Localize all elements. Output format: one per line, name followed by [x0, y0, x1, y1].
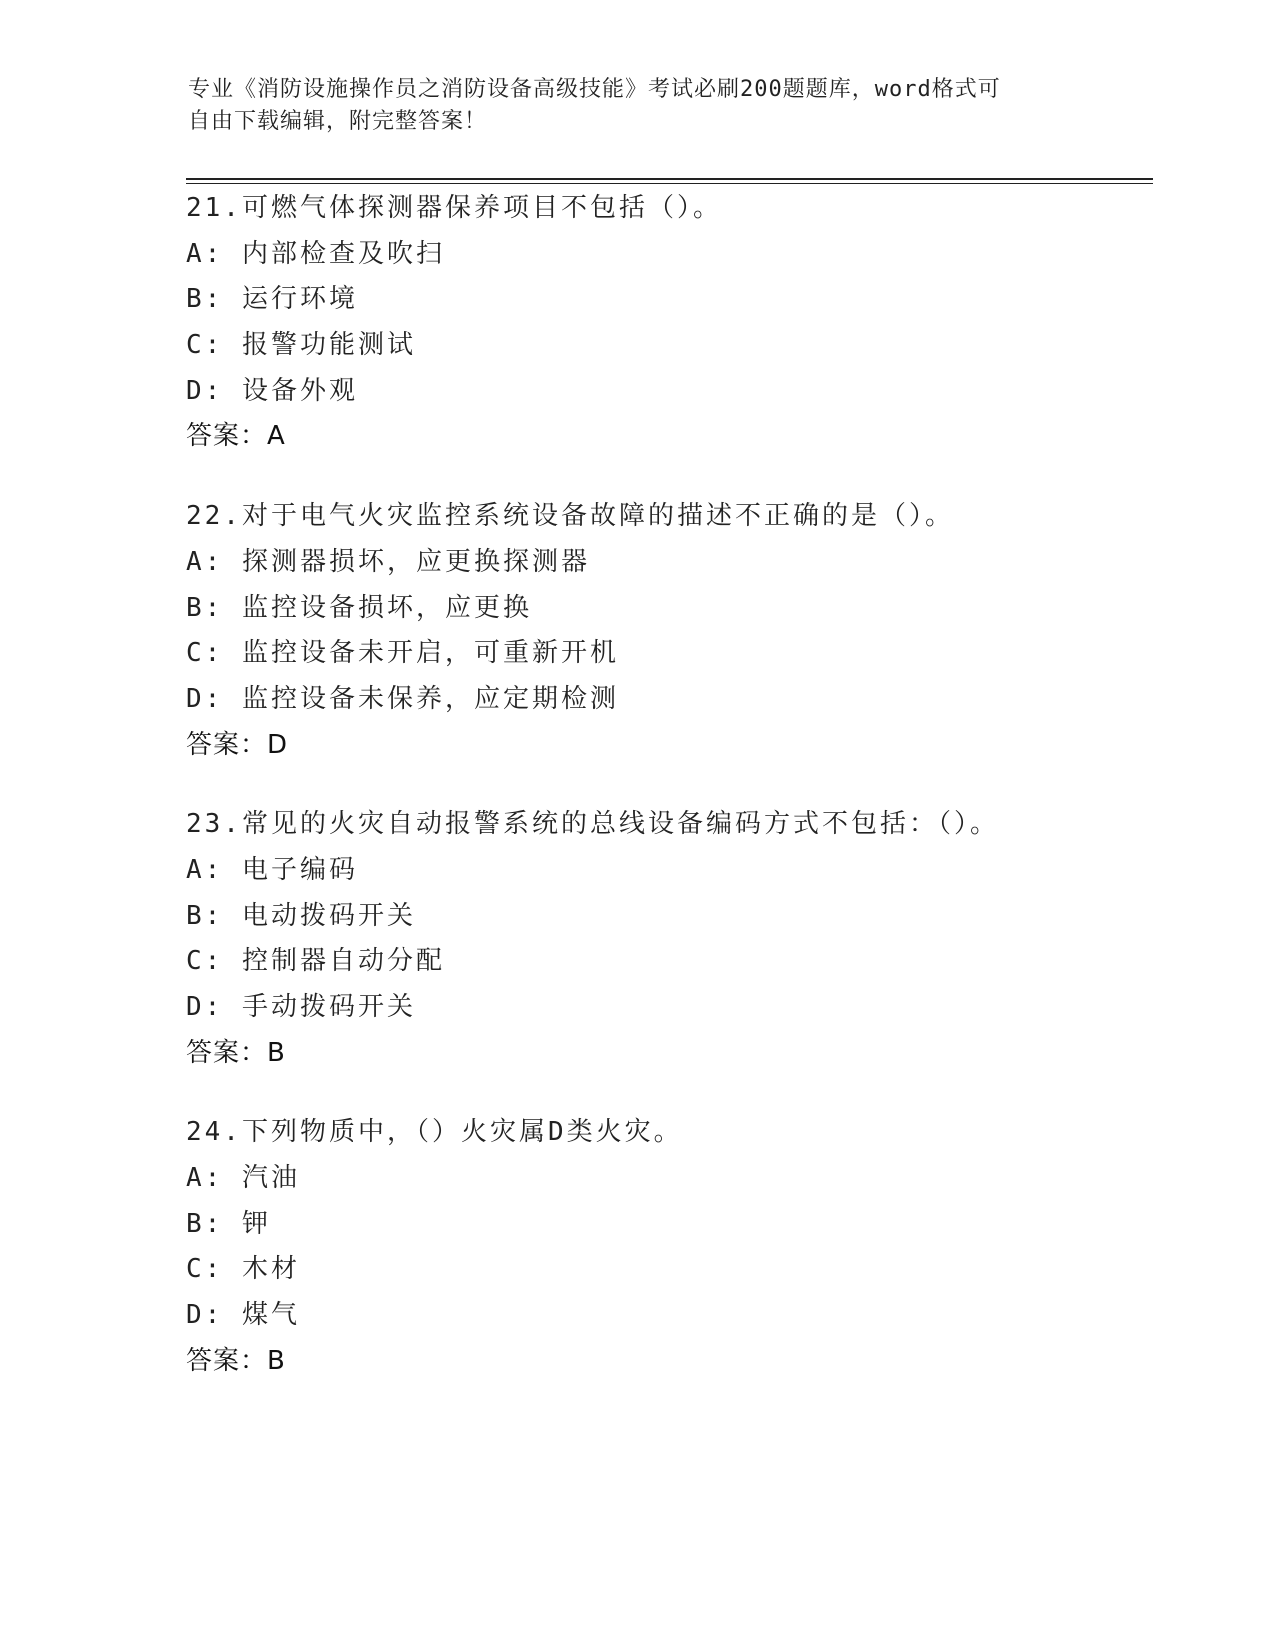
question-stem: 21.可燃气体探测器保养项目不包括（）。 — [186, 193, 722, 223]
question-list — [186, 186, 1166, 1419]
option-d: D: 设备外观 — [186, 375, 358, 406]
option-a: A: 内部检查及吹扫 — [186, 238, 445, 269]
option-b: B: 监控设备损坏，应更换 — [186, 592, 532, 623]
header-divider-thin — [186, 183, 1153, 184]
option-a: A: 汽油 — [186, 1163, 300, 1194]
header-line-1: 专业《消防设施操作员之消防设备高级技能》考试必刷200题题库，word格式可 — [188, 77, 1001, 102]
option-d: D: 手动拨码开关 — [186, 992, 416, 1022]
question-stem: 22.对于电气火灾监控系统设备故障的描述不正确的是（）。 — [186, 501, 954, 532]
option-b: B: 电动拨码开关 — [186, 900, 416, 931]
option-b: B: 钾 — [186, 1208, 271, 1239]
answer-label: 答案：D — [186, 729, 289, 760]
option-c: C: 控制器自动分配 — [186, 946, 445, 977]
option-c: C: 报警功能测试 — [186, 330, 416, 361]
document-header — [188, 74, 1068, 138]
question-21 — [186, 186, 1166, 460]
question-22 — [186, 494, 1166, 768]
answer-label: 答案：B — [186, 1345, 286, 1376]
answer-label: 答案：B — [186, 1037, 286, 1068]
answer-label: 答案：A — [186, 421, 286, 452]
option-c: C: 木材 — [186, 1254, 300, 1285]
question-stem: 24.下列物质中，（）火灾属D类火灾。 — [186, 1117, 683, 1148]
header-divider-thick — [186, 178, 1153, 180]
option-a: A: 探测器损坏，应更换探测器 — [186, 546, 590, 577]
option-d: D: 煤气 — [186, 1300, 300, 1331]
option-d: D: 监控设备未保养，应定期检测 — [186, 683, 619, 714]
option-b: B: 运行环境 — [186, 284, 358, 315]
option-a: A: 电子编码 — [186, 854, 358, 885]
question-24 — [186, 1110, 1166, 1384]
option-c: C: 监控设备未开启，可重新开机 — [186, 638, 619, 669]
question-stem: 23.常见的火灾自动报警系统的总线设备编码方式不包括：（）。 — [186, 809, 999, 840]
header-line-2: 自由下载编辑，附完整答案！ — [188, 109, 488, 134]
question-23 — [186, 802, 1166, 1076]
